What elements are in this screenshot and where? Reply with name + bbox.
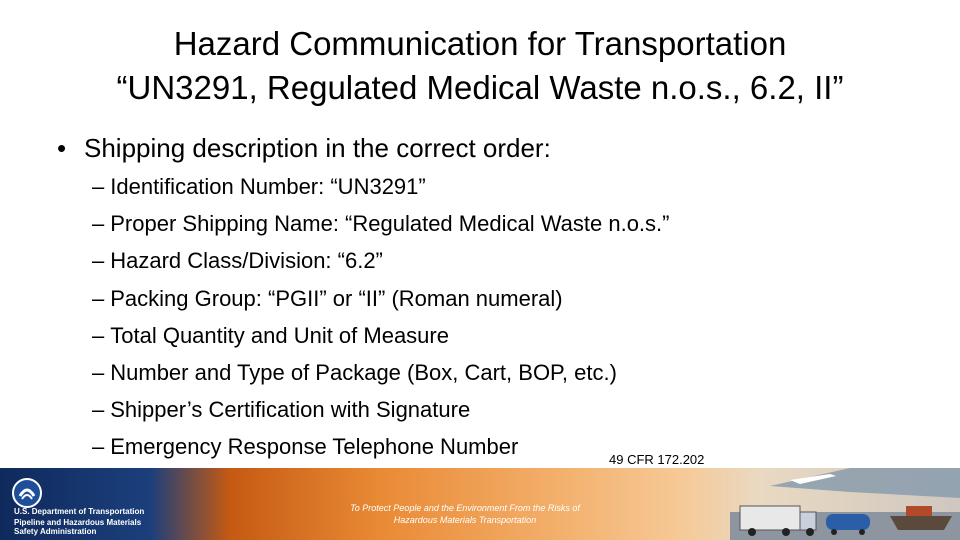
slide-title-line-2: “UN3291, Regulated Medical Waste n.o.s., 6.2, II” <box>116 69 844 106</box>
list-item-text: Identification Number: “UN3291” <box>110 174 426 199</box>
dash-icon: – <box>92 211 105 237</box>
slide-title-line-1: Hazard Communication for Transportation <box>173 25 787 62</box>
dash-icon: – <box>92 397 105 423</box>
footer-tagline <box>290 502 640 526</box>
list-item <box>92 391 669 428</box>
dash-icon: – <box>92 322 105 348</box>
shipping-description-list <box>92 168 669 466</box>
list-item <box>92 317 669 354</box>
list-item-text: Emergency Response Telephone Number <box>110 434 519 460</box>
dash-icon: – <box>92 360 105 386</box>
agency-name-line-1: Pipeline and Hazardous Materials <box>14 518 142 527</box>
list-item <box>92 428 669 465</box>
tagline-line-1: To Protect People and the Environment From the Risks of <box>350 503 580 513</box>
list-item-text: Total Quantity and Unit of Measure <box>110 322 449 348</box>
list-item-text: Packing Group: “PGII” or “II” (Roman numeral) <box>110 285 563 311</box>
list-item-text: Proper Shipping Name: “Regulated Medical Waste n.o.s.” <box>110 211 670 237</box>
regulation-citation: 49 CFR 172.202 <box>609 452 705 467</box>
list-item-text: Hazard Class/Division: “6.2” <box>110 248 383 274</box>
agency-name-line-2: Safety Administration <box>14 527 97 536</box>
bullet-icon: • <box>57 133 67 163</box>
dash-icon: – <box>92 434 105 460</box>
footer-banner <box>0 468 960 540</box>
dash-icon: – <box>92 285 105 311</box>
list-item <box>92 280 669 317</box>
slide-title <box>0 22 960 110</box>
agency-name <box>14 518 204 536</box>
list-item-text: Shipper’s Certification with Signature <box>110 397 471 423</box>
tagline-line-2: Hazardous Materials Transportation <box>393 515 537 525</box>
list-item <box>92 168 669 205</box>
transport-collage-icon <box>730 468 960 540</box>
main-bullet-text: Shipping description in the correct order: <box>84 133 551 163</box>
list-item <box>92 205 669 242</box>
dept-name: U.S. Department of Transportation <box>14 507 145 516</box>
dot-logo-icon <box>12 478 42 508</box>
dash-icon: – <box>92 174 105 199</box>
main-bullet <box>57 128 551 168</box>
list-item <box>92 354 669 391</box>
dash-icon: – <box>92 248 105 274</box>
list-item-text: Number and Type of Package (Box, Cart, BOP, etc.) <box>110 360 617 386</box>
list-item <box>92 242 669 279</box>
